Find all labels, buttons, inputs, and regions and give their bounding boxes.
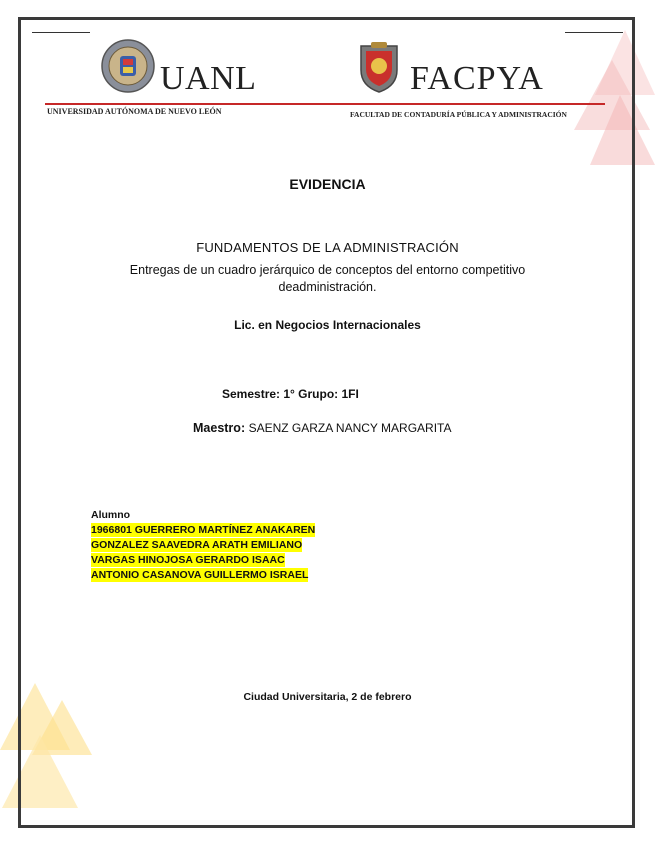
uanl-subtitle: UNIVERSIDAD AUTÓNOMA DE NUEVO LEÓN [47,107,222,116]
header-red-rule [45,103,605,105]
facpya-subtitle: FACULTAD DE CONTADURÍA PÚBLICA Y ADMINISTRACIÓN [350,110,567,119]
student-item: ANTONIO CASANOVA GUILLERMO ISRAEL [91,569,309,581]
subject-title: FUNDAMENTOS DE LA ADMINISTRACIÓN [196,240,459,255]
students-block [91,508,315,583]
uanl-logo-text: UANL [160,60,257,97]
assignment-description [0,262,655,296]
document-title: EVIDENCIA [289,176,366,192]
students-label: Alumno [91,509,131,521]
uanl-seal-icon [100,38,156,94]
student-item: VARGAS HINOJOSA GERARDO ISAAC [91,554,285,566]
top-right-rule [565,32,623,33]
facpya-shield-icon [355,40,403,94]
top-left-rule [32,32,90,33]
place-date: Ciudad Universitaria, 2 de febrero [243,691,412,703]
teacher-line: Maestro: SAENZ GARZA NANCY MARGARITA [193,421,452,435]
teacher-name: SAENZ GARZA NANCY MARGARITA [248,421,452,435]
student-item: 1966801 GUERRERO MARTÍNEZ ANAKAREN [91,524,316,536]
teacher-label: Maestro [193,421,241,435]
career-name: Lic. en Negocios Internacionales [234,318,421,332]
semester-group: Semestre: 1° Grupo: 1FI [222,387,359,401]
description-line-1: Entregas de un cuadro jerárquico de conceptos del entorno competitivo [129,263,526,277]
student-item: GONZALEZ SAAVEDRA ARATH EMILIANO [91,539,303,551]
facpya-logo-text: FACPYA [410,60,544,97]
description-line-2: deadministración. [278,280,377,294]
